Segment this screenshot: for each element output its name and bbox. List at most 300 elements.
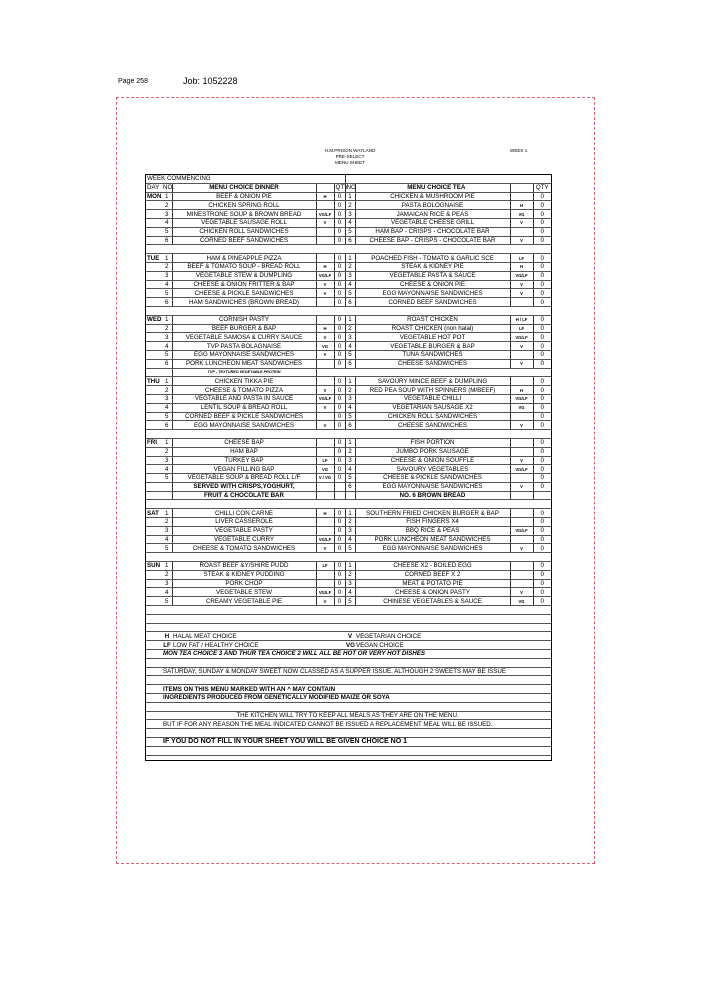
tea-qty[interactable]: 0 [533,526,551,535]
blank-cell [146,482,162,491]
dinner-qty[interactable]: 0 [334,579,345,588]
menu-row-thu [146,377,551,386]
tea-qty[interactable]: 0 [533,315,551,324]
tea-choice-no: 1 [345,438,355,447]
dinner-item: CHEESE & PICKLE SANDWICHES [172,289,316,298]
dinner-item: VEGETABLE CURRY [172,535,316,544]
dinner-item: CHICKEN ROLL SANDWICHES [172,227,316,236]
menu-row-fri [146,474,551,483]
menu-row-sun [146,562,551,571]
legend-row [146,632,551,641]
dinner-code: V [316,350,334,359]
dinner-item: EGG MAYONNAISE SANDWICHES [172,421,316,430]
tea-qty[interactable]: 0 [533,438,551,447]
dinner-qty[interactable]: 0 [334,394,345,403]
blank-cell [146,271,162,280]
dinner-code [316,377,334,386]
tea-item: HAM BAP - CRISPS - CHOCOLATE BAR [355,227,510,236]
tea-qty[interactable]: 0 [533,474,551,483]
dinner-choice-no: 1 [162,254,172,263]
tea-qty[interactable]: 0 [533,465,551,474]
blank-cell [146,641,162,650]
tea-qty[interactable]: 0 [533,535,551,544]
dinner-choice-no: 1 [162,562,172,571]
menu-row-tue [146,298,551,307]
dinner-choice-no: 2 [162,201,172,210]
tea-choice-no: 2 [345,570,355,579]
tea-code: V [510,588,533,597]
dinner-qty[interactable]: 0 [334,509,345,518]
tea-qty[interactable]: 0 [533,262,551,271]
tea-code: H [510,201,533,210]
dinner-item: LENTIL SOUP & BREAD ROLL [172,403,316,412]
blank-cell [146,368,172,377]
dinner-qty[interactable]: 0 [334,544,345,553]
blank-cell [146,447,162,456]
tea-choice-no: 1 [345,192,355,201]
tea-choice-no: 1 [345,562,355,571]
spacer-row [146,702,551,711]
tea-code [510,570,533,579]
tea-item: PASTA BOLOGNAISE [355,201,510,210]
tea-qty[interactable]: 0 [533,350,551,359]
tea-code: VG [510,403,533,412]
menu-row-thu [146,386,551,395]
tea-item: FISH FINGERS X4 [355,518,510,527]
dinner-code [316,526,334,535]
tea-choice-no: 3 [345,456,355,465]
tea-choice-no: 4 [345,280,355,289]
tea-qty[interactable]: 0 [533,588,551,597]
blank-cell [146,606,551,615]
tea-code: V [510,359,533,368]
dinner-qty[interactable]: 0 [334,271,345,280]
spacer-row [146,245,551,254]
tea-qty[interactable]: 0 [533,394,551,403]
tea-item: SAVOURY MINCE BEEF & DUMPLING [355,377,510,386]
tea-code [510,474,533,483]
dinner-qty[interactable]: 0 [334,333,345,342]
tea-item: NO. 6 BROWN BREAD [355,491,510,500]
menu-row-sun [146,588,551,597]
dinner-choice-no: 5 [162,597,172,606]
dinner-item: HAM BAP [172,447,316,456]
dinner-code: LF [316,456,334,465]
gm-note-1: ITEMS ON THIS MENU MARKED WITH AN ^ MAY CONTAIN [162,685,551,694]
dinner-qty[interactable]: 0 [334,218,345,227]
day-label: SUN [147,562,161,570]
tea-qty[interactable]: 0 [533,359,551,368]
dinner-qty[interactable]: 0 [334,412,345,421]
menu-row-mon [146,192,551,201]
dinner-qty[interactable]: 0 [334,210,345,219]
tea-qty[interactable]: 0 [533,386,551,395]
tea-choice-no: 4 [345,342,355,351]
tea-qty[interactable]: 0 [533,579,551,588]
menu-row-thu [146,394,551,403]
blank-cell [146,359,162,368]
dinner-choice-no: 2 [162,386,172,395]
tea-choice-no: 1 [345,315,355,324]
dinner-qty[interactable]: 0 [334,386,345,395]
dinner-item: SERVED WITH CRISPS,YOGHURT, [172,482,316,491]
col-qty: QTY [335,184,349,192]
tea-qty[interactable]: 0 [533,597,551,606]
tea-item: SAVOURY VEGETABLES [355,465,510,474]
title-line: MENU SHEET [334,160,366,165]
week-commencing-row [146,175,551,183]
dinner-code [316,236,334,245]
dinner-choice-no: 4 [162,535,172,544]
tea-qty[interactable]: 0 [533,421,551,430]
dinner-choice-no: 4 [162,403,172,412]
menu-row-wed [146,342,551,351]
tvp-note: TVP - TEXTURED VEGETABLE PROTEIN [172,368,316,377]
tea-code [510,447,533,456]
dinner-item: CHEESE & TOMATO SANDWICHES [172,544,316,553]
spacer-row [146,623,551,632]
legend-code: V [345,632,355,641]
menu-row-thu [146,412,551,421]
tea-choice-no: 4 [345,535,355,544]
dinner-code: V [316,544,334,553]
dinner-qty[interactable]: 0 [334,227,345,236]
dinner-qty[interactable]: 0 [334,201,345,210]
tea-choice-no: 1 [345,254,355,263]
dinner-code [316,254,334,263]
dinner-qty[interactable]: 0 [334,438,345,447]
menu-row-wed [146,350,551,359]
spacer-row [146,676,551,685]
dinner-code: VG/LF [316,271,334,280]
dinner-qty[interactable]: 0 [334,403,345,412]
dinner-item: PORK CHOP [172,579,316,588]
dinner-qty[interactable]: 0 [334,359,345,368]
tea-qty[interactable]: 0 [533,271,551,280]
dinner-item: VEGETABLE SAUSAGE ROLL [172,218,316,227]
tea-qty[interactable]: 0 [533,456,551,465]
dinner-qty[interactable]: 0 [334,518,345,527]
spacer-row [146,500,551,509]
tea-item: FISH PORTION [355,438,510,447]
col-day: DAY [146,183,162,192]
tea-item: CHEESE X2 - BOILED EGG [355,562,510,571]
dinner-code [316,227,334,236]
dinner-qty[interactable]: 0 [334,298,345,307]
dinner-item: TURKEY BAP [172,456,316,465]
blank-cell [146,535,162,544]
tea-qty[interactable]: 0 [533,333,551,342]
tea-choice-no: 6 [345,236,355,245]
spacer-row [146,746,551,755]
blank-cell [146,245,551,254]
blank-cell [146,350,162,359]
dinner-choice-no: 3 [162,271,172,280]
blank-cell [146,210,162,219]
footer-row [146,685,551,694]
dinner-item: VEGETABLE SOUP & BREAD ROLL L/F [172,474,316,483]
blank-cell [146,342,162,351]
tea-code: H / LF [510,315,533,324]
dinner-choice-no: 5 [162,289,172,298]
dinner-choice-no: 6 [162,298,172,307]
tea-qty[interactable]: 0 [533,342,551,351]
tea-code: VG/LF [510,271,533,280]
dinner-code: V [316,218,334,227]
tea-code [510,579,533,588]
dinner-code [316,359,334,368]
tea-choice-no: 6 [345,421,355,430]
blank-cell [146,711,162,720]
tea-qty[interactable]: 0 [533,236,551,245]
dinner-qty[interactable]: 0 [334,588,345,597]
blank-cell [146,579,162,588]
dinner-qty[interactable]: 0 [334,254,345,263]
tea-qty[interactable]: 0 [533,377,551,386]
blank-cell [146,403,162,412]
tea-qty[interactable]: 0 [533,518,551,527]
tea-choice-no: 3 [345,271,355,280]
blank-cell [146,729,551,738]
dinner-item: CHICKEN TIKKA PIE [172,377,316,386]
dinner-qty[interactable]: 0 [334,456,345,465]
dinner-choice-no: 3 [162,526,172,535]
dinner-qty[interactable]: 0 [334,350,345,359]
dinner-qty[interactable]: 0 [334,562,345,571]
tea-code: V [510,218,533,227]
dinner-item: CHEESE & ONION FRITTER & BAP [172,280,316,289]
dinner-code: V [316,403,334,412]
tea-choice-no: 3 [345,526,355,535]
tea-code: H [510,386,533,395]
final-warning: IF YOU DO NOT FILL IN YOUR SHEET YOU WILL BE GIVEN CHOICE NO 1 [162,738,551,747]
blank-cell [146,694,162,703]
dinner-qty[interactable]: 0 [334,597,345,606]
tea-qty[interactable]: 0 [533,289,551,298]
menu-table [146,175,551,756]
col-dinner: MENU CHOICE DINNER [172,183,316,192]
col-qty: QTY [533,183,551,192]
dinner-item: HAM SANDWICHES (BROWN BREAD) [172,298,316,307]
tea-code [510,298,533,307]
menu-row-sun [146,570,551,579]
dinner-choice-no: 3 [162,333,172,342]
dinner-qty[interactable]: 0 [334,192,345,201]
dinner-qty[interactable]: 0 [334,465,345,474]
tea-qty[interactable]: 0 [533,298,551,307]
dinner-code: V [316,421,334,430]
footer-row [146,667,551,676]
dinner-code: V [316,289,334,298]
blank-cell [146,474,162,483]
dinner-item: VEGAN FILLING BAP [172,465,316,474]
tea-item: SOUTHERN FRIED CHICKEN BURGER & BAP [355,509,510,518]
tea-qty[interactable]: 0 [533,201,551,210]
dinner-item: BEEF BURGER & BAP [172,324,316,333]
legend-text: LOW FAT / HEALTHY CHOICE [172,641,345,650]
title-line: PRE-SELECT [335,154,365,159]
kitchen-note-1: THE KITCHEN WILL TRY TO KEEP ALL MEALS AS THEY ARE ON THE MENU. [162,711,533,720]
menu-row-mon [146,227,551,236]
tea-item: JUMBO PORK SAUSAGE [355,447,510,456]
blank-cell [146,623,551,632]
spacer-row [146,606,551,615]
dinner-qty[interactable]: 0 [334,377,345,386]
day-label: SAT [146,509,162,518]
tea-choice-no: 4 [345,588,355,597]
tea-code [510,509,533,518]
dinner-qty[interactable]: 0 [334,535,345,544]
tea-choice-no: 5 [345,289,355,298]
tea-qty[interactable]: 0 [533,412,551,421]
blank-cell [510,183,533,192]
dinner-qty[interactable]: 0 [334,236,345,245]
blank-cell [146,676,551,685]
dinner-qty[interactable]: 0 [334,526,345,535]
tea-qty[interactable]: 0 [533,227,551,236]
tea-qty[interactable]: 0 [533,403,551,412]
dinner-item: CORNED BEEF SANDWICHES [172,236,316,245]
dinner-qty[interactable]: 0 [334,447,345,456]
menu-row-sat [146,544,551,553]
blank-cell [146,412,162,421]
menu-sheet [145,174,552,761]
dinner-qty[interactable]: 0 [334,474,345,483]
dinner-code [316,482,334,491]
tea-qty[interactable]: 0 [533,324,551,333]
blank-cell [146,324,162,333]
tea-qty[interactable]: 0 [533,192,551,201]
legend-text: HALAL MEAT CHOICE [172,632,345,641]
tea-code: V [510,236,533,245]
dinner-qty[interactable] [334,491,345,500]
menu-row-fri [146,456,551,465]
dinner-qty[interactable]: 0 [334,421,345,430]
day-label: MON [147,192,162,200]
day-label: WED [147,316,162,324]
tea-code [510,438,533,447]
tea-item: VEGETABLE BURGER & BAP [355,342,510,351]
job-number: Job: 1052228 [183,76,238,86]
dinner-item: CORNISH PASTY [172,315,316,324]
tea-item: VEGETARIAN SAUSAGE X2 [355,403,510,412]
menu-row-thu [146,403,551,412]
tea-qty[interactable]: 0 [533,570,551,579]
blank-cell [146,667,162,676]
dinner-qty[interactable]: 0 [334,315,345,324]
col-no: NO. [163,184,175,192]
tea-choice-no: 5 [345,412,355,421]
tea-qty[interactable]: 0 [533,509,551,518]
tea-qty[interactable]: 0 [533,280,551,289]
tea-item: CHINESE VEGETABLES & SAUCE [355,597,510,606]
tea-choice-no: 4 [345,465,355,474]
tea-qty[interactable]: 0 [533,210,551,219]
menu-row-sun [146,597,551,606]
dinner-code: V [316,386,334,395]
dinner-code: H [316,262,334,271]
tea-qty[interactable] [533,491,551,500]
dinner-choice-no: 4 [162,465,172,474]
tea-qty[interactable]: 0 [533,254,551,263]
week-label: WEEK 1 [510,148,528,153]
blank-cell [146,227,162,236]
dinner-qty[interactable]: 0 [334,262,345,271]
blank-cell [146,430,551,439]
tea-item: EGG MAYONNAISE SANDWICHES [355,482,510,491]
tea-qty[interactable]: 0 [533,218,551,227]
tea-choice-no: 3 [345,394,355,403]
menu-row-fri [146,465,551,474]
blank-cell [146,289,162,298]
tea-choice-no: 5 [345,227,355,236]
dinner-item: BEEF & TOMATO SOUP - BREAD ROLL [172,262,316,271]
page-number: Page 258 [118,78,148,85]
blank-cell [146,465,162,474]
tea-item: RED PEA SOUP WITH SPINNERS (M/BEEF) [355,386,510,395]
dinner-qty[interactable]: 0 [334,289,345,298]
tea-code [510,227,533,236]
blank-cell [146,218,162,227]
tea-code: VG/LF [510,465,533,474]
week-commencing-label: WEEK COMMENCING [146,175,345,183]
dinner-code [316,570,334,579]
dinner-item: LIVER CASSEROLE [172,518,316,527]
dinner-item: ROAST BEEF &Y/SHIRE PUDD [172,562,316,571]
tea-qty[interactable]: 0 [533,447,551,456]
tea-item: CHEESE & ONION PIE [355,280,510,289]
tea-qty[interactable]: 0 [533,482,551,491]
blank-cell [146,236,162,245]
menu-row-mon [146,210,551,219]
tea-choice-no: 1 [345,509,355,518]
blank-cell [146,298,162,307]
dinner-qty[interactable]: 0 [334,342,345,351]
dinner-qty[interactable] [334,482,345,491]
dinner-qty[interactable]: 0 [334,570,345,579]
menu-row-fri [146,447,551,456]
menu-row-mon [146,201,551,210]
document-titles [300,148,400,166]
sweet-note: SATURDAY, SUNDAY & MONDAY SWEET NOW CLASSED AS A SUPPER ISSUE, ALTHOUGH 2 SWEETS MAY BE ISSUE [162,667,551,676]
dinner-choice-no: 2 [162,518,172,527]
spacer-row [146,368,551,377]
tea-qty[interactable]: 0 [533,544,551,553]
spacer-row [146,306,551,315]
dinner-code: VG/LF [316,535,334,544]
day-label: FRI [146,438,162,447]
dinner-code [316,412,334,421]
blank-cell [316,183,334,192]
tea-qty[interactable]: 0 [533,562,551,571]
dinner-qty[interactable]: 0 [334,324,345,333]
tea-item: CHEESE & PICKLE SANDWICHES [355,474,510,483]
menu-row-tue [146,262,551,271]
blank-cell [355,183,363,192]
dinner-item: TVP PASTA BOLAGNAISE [172,342,316,351]
dinner-code: LF [316,562,334,571]
dinner-code: H [316,324,334,333]
menu-body [146,175,551,755]
spacer-row [146,553,551,562]
dinner-qty[interactable]: 0 [334,280,345,289]
dinner-code [316,491,334,500]
tea-choice-no: 6 [345,359,355,368]
menu-row-wed [146,315,551,324]
dinner-item: VEGETABLE STEW [172,588,316,597]
footer-row [146,711,551,720]
menu-row-sun [146,579,551,588]
